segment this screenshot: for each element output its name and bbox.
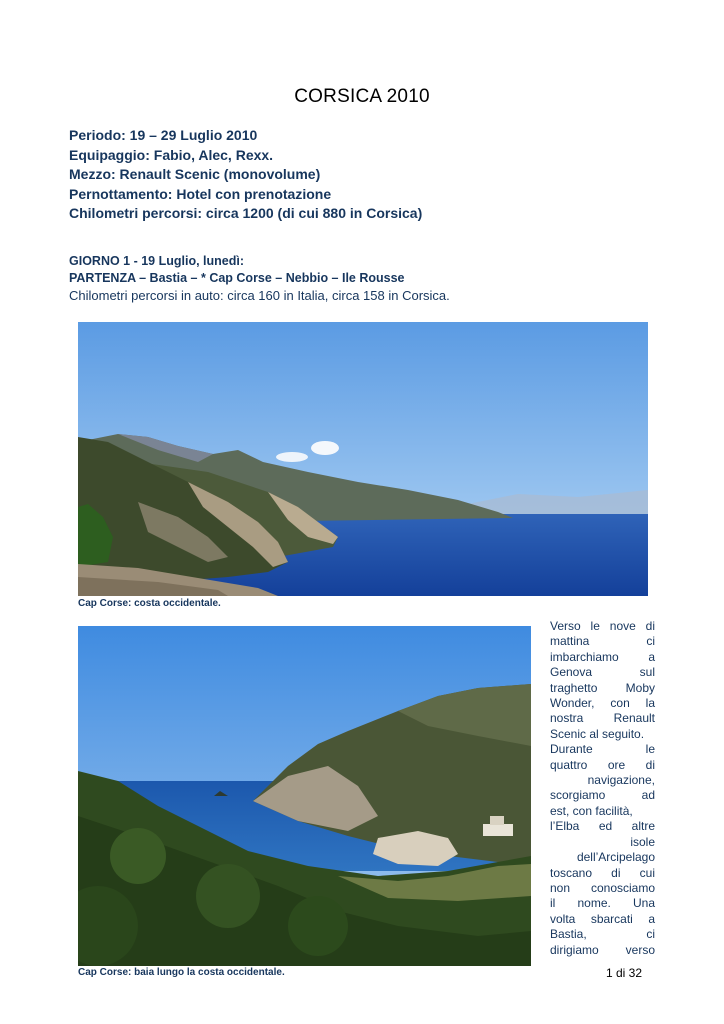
trip-info-crew: Equipaggio: Fabio, Alec, Rexx. (69, 146, 274, 163)
body-line: Scenic al seguito. (550, 726, 645, 741)
page-number: 1 di 32 (606, 966, 643, 980)
photo-cap-corse-bay (78, 626, 531, 966)
day-distance: Chilometri percorsi in auto: circa 160 in Italia, circa 158 in Corsica. (69, 288, 450, 303)
body-line: isole (630, 834, 655, 849)
day-heading: GIORNO 1 - 19 Luglio, lunedì: (69, 254, 245, 268)
body-line: navigazione, (587, 773, 655, 788)
body-line: imbarchiamo a (550, 649, 655, 664)
body-line: quattro ore di (550, 757, 655, 772)
trip-info-lodging: Pernottamento: Hotel con prenotazione (69, 185, 332, 202)
body-line: l’Elba ed altre (550, 819, 655, 834)
trip-info-vehicle: Mezzo: Renault Scenic (monovolume) (69, 166, 321, 182)
body-line: Genova sul (550, 665, 655, 680)
body-line: volta sbarcati a (550, 911, 655, 926)
trip-info-list (69, 126, 422, 224)
photo2-caption: Cap Corse: baia lungo la costa occidentale. (78, 967, 285, 978)
body-line: Verso le nove di (550, 619, 655, 633)
body-line: dell’Arcipelago (576, 850, 655, 865)
day-route: PARTENZA – Bastia – * Cap Corse – Nebbio – Ile Rousse (69, 271, 405, 285)
body-line: dirigiamo verso (550, 942, 655, 957)
page-title: CORSICA 2010 (294, 86, 430, 107)
body-line: toscano di cui (550, 865, 655, 880)
body-line: nostra Renault (550, 711, 655, 726)
body-line: Bastia, ci (550, 927, 655, 942)
body-line: Durante le (550, 742, 655, 757)
photo1-caption: Cap Corse: costa occidentale. (78, 598, 221, 609)
body-line: traghetto Moby (550, 680, 655, 695)
body-text-column (550, 619, 655, 958)
body-line: Wonder, con la (550, 696, 655, 711)
body-line: mattina ci (550, 634, 655, 649)
trip-info-period: Periodo: 19 – 29 Luglio 2010 (69, 127, 258, 143)
photo-cap-corse-west-coast (78, 322, 648, 596)
body-line: il nome. Una (550, 896, 655, 911)
trip-info-distance: Chilometri percorsi: circa 1200 (di cui 880 in Corsica) (69, 205, 423, 221)
body-line: non conosciamo (550, 880, 655, 895)
body-line: scorgiamo ad (550, 788, 655, 803)
body-line: est, con facilità, (550, 803, 633, 818)
